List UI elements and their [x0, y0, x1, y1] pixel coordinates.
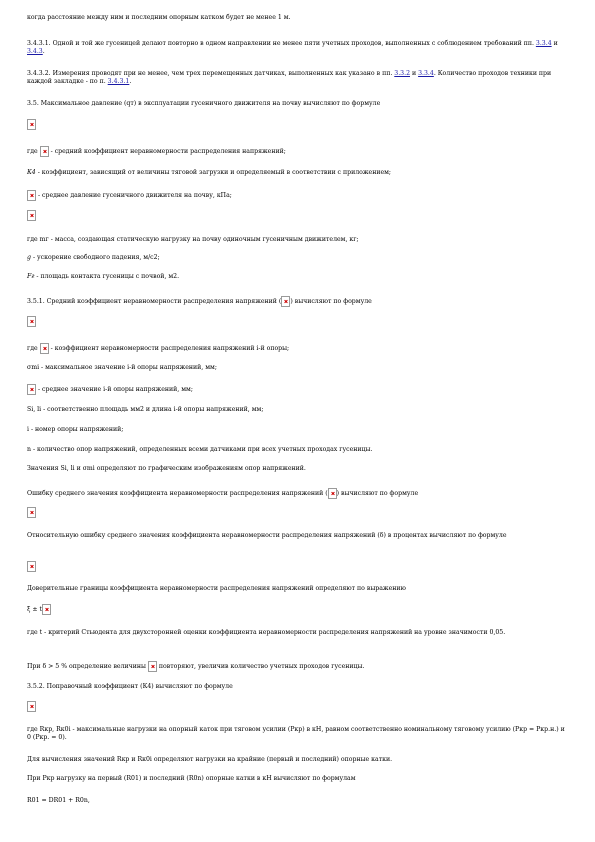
link-3-4-3-1[interactable]: 3.4.3.1 — [107, 78, 130, 85]
definition-mean-pressure: - среднее давление гусеничного движителя на почву, кПа; — [27, 190, 567, 201]
paragraph-3-5-2: 3.5.2. Поправочный коэффициент (К4) вычисляют по формуле — [27, 683, 233, 690]
definition-area: Fг - площадь контакта гусеницы с почвой, м2. — [27, 273, 180, 280]
definition-mean-coefficient: где - средний коэффициент неравномерности распределения напряжений; — [27, 148, 286, 155]
paragraph-error: Ошибку среднего значения коэффициента неравномерности распределения напряжений ( ) вычисляют по формуле — [27, 490, 419, 497]
definition-mass: где mг - масса, создающая статическую нагрузку на почву одиночным гусеничным движителем, кг; — [27, 236, 359, 243]
definition-t: где t - критерий Стьюдента для двухсторонней оценки коэффициента неравномерности распределения напряжений на уровне значимости 0,05. — [27, 629, 506, 636]
definition-g: g - ускорение свободного падения, м/с2; — [27, 254, 160, 261]
broken-image-icon — [27, 190, 36, 201]
broken-image-icon — [42, 604, 51, 615]
paragraph-confidence: Доверительные границы коэффициента неравномерности распределения напряжений определяют по выражению — [27, 585, 406, 592]
definition-mean-value: - среднее значение i-й опоры напряжений, мм; — [27, 384, 567, 395]
definition-rkr: где Rкр, Rк0i - максимальные нагрузки на опорный каток при тяговом усилии (Pкр) в кН, равном соответственно номинальному тяговому усилию (Pкр = Pкр.н.) и 0 (Pкр. = 0). — [27, 726, 565, 741]
broken-image-icon — [148, 661, 157, 672]
broken-image-icon — [27, 210, 36, 221]
definition-i: i - номер опоры напряжений; — [27, 426, 124, 433]
definition-sigma-mi: σmi - максимальное значение i-й опоры напряжений, мм; — [27, 364, 217, 371]
paragraph-3-4-3-1: 3.4.3.1. Одной и той же гусеницей делают повторно в одном направлении не менее пяти учетных проходов, выполненных с соблюдением требований пп. 3.3.4 и 3.4.3. — [27, 40, 558, 55]
paragraph-repeat: При δ > 5 % определение величины повторяют, увеличив количество учетных проходов гусеницы. — [27, 663, 365, 670]
paragraph-1: когда расстояние между ним и последним опорным катком будет не менее 1 м. — [27, 14, 291, 21]
definition-si-li: Si, li - соответственно площадь мм2 и длина i-й опоры напряжений, мм; — [27, 406, 264, 413]
paragraph-values: Значения Si, li и σmi определяют по графическим изображениям опор напряжений. — [27, 465, 306, 472]
paragraph-3-5-1: 3.5.1. Средний коэффициент неравномерности распределения напряжений ( ) вычисляют по формуле — [27, 298, 372, 305]
paragraph-extreme-rollers: Для вычисления значений Rкр и Rк0i определяют нагрузки на крайние (первый и последний) опорные катки. — [27, 756, 393, 763]
formula-confidence: ξ ± t — [27, 604, 567, 615]
paragraph-3-4-3-2: 3.4.3.2. Измерения проводят при не менее, чем трех перемещенных датчиках, выполненных как указано в пп. 3.3.2 и 3.3.4. Количество проходов техники при каждой закладке - по п. 3.4.3.1. — [27, 70, 552, 85]
broken-image-icon — [27, 561, 36, 572]
broken-image-icon — [281, 296, 290, 307]
link-3-3-4-b[interactable]: 3.3.4 — [418, 70, 434, 77]
paragraph-3-5: 3.5. Максимальное давление (qт) в эксплуатации гусеничного движителя на почву вычисляют по формуле — [27, 100, 381, 107]
broken-image-icon — [27, 316, 36, 327]
broken-image-icon — [27, 384, 36, 395]
paragraph-relative-error: Относительную ошибку среднего значения коэффициента неравномерности распределения напряжений (δ) в процентах вычисляют по формуле — [27, 532, 507, 539]
definition-xi-i: где - коэффициент неравномерности распределения напряжений i-й опоры; — [27, 345, 290, 352]
broken-image-icon — [27, 507, 36, 518]
broken-image-icon — [328, 488, 337, 499]
formula-r01: R01 = DR01 + R0n, — [27, 797, 90, 804]
definition-k4: К4 - коэффициент, зависящий от величины тяговой загрузки и определяемый в соответствии с приложением; — [27, 169, 392, 176]
definition-n: n - количество опор напряжений, определенных всеми датчиками при всех учетных проходах гусеницы. — [27, 446, 373, 453]
paragraph-first-last: При Pкр нагрузку на первый (R01) и последний (R0n) опорные катки в кН вычисляют по формулам — [27, 775, 356, 782]
broken-image-icon — [40, 146, 49, 157]
link-3-3-4[interactable]: 3.3.4 — [535, 40, 552, 47]
link-3-4-3[interactable]: 3.4.3 — [27, 48, 43, 55]
link-3-3-2[interactable]: 3.3.2 — [394, 70, 411, 77]
broken-image-icon — [27, 701, 36, 712]
broken-image-icon — [40, 343, 49, 354]
broken-image-icon — [27, 119, 36, 130]
